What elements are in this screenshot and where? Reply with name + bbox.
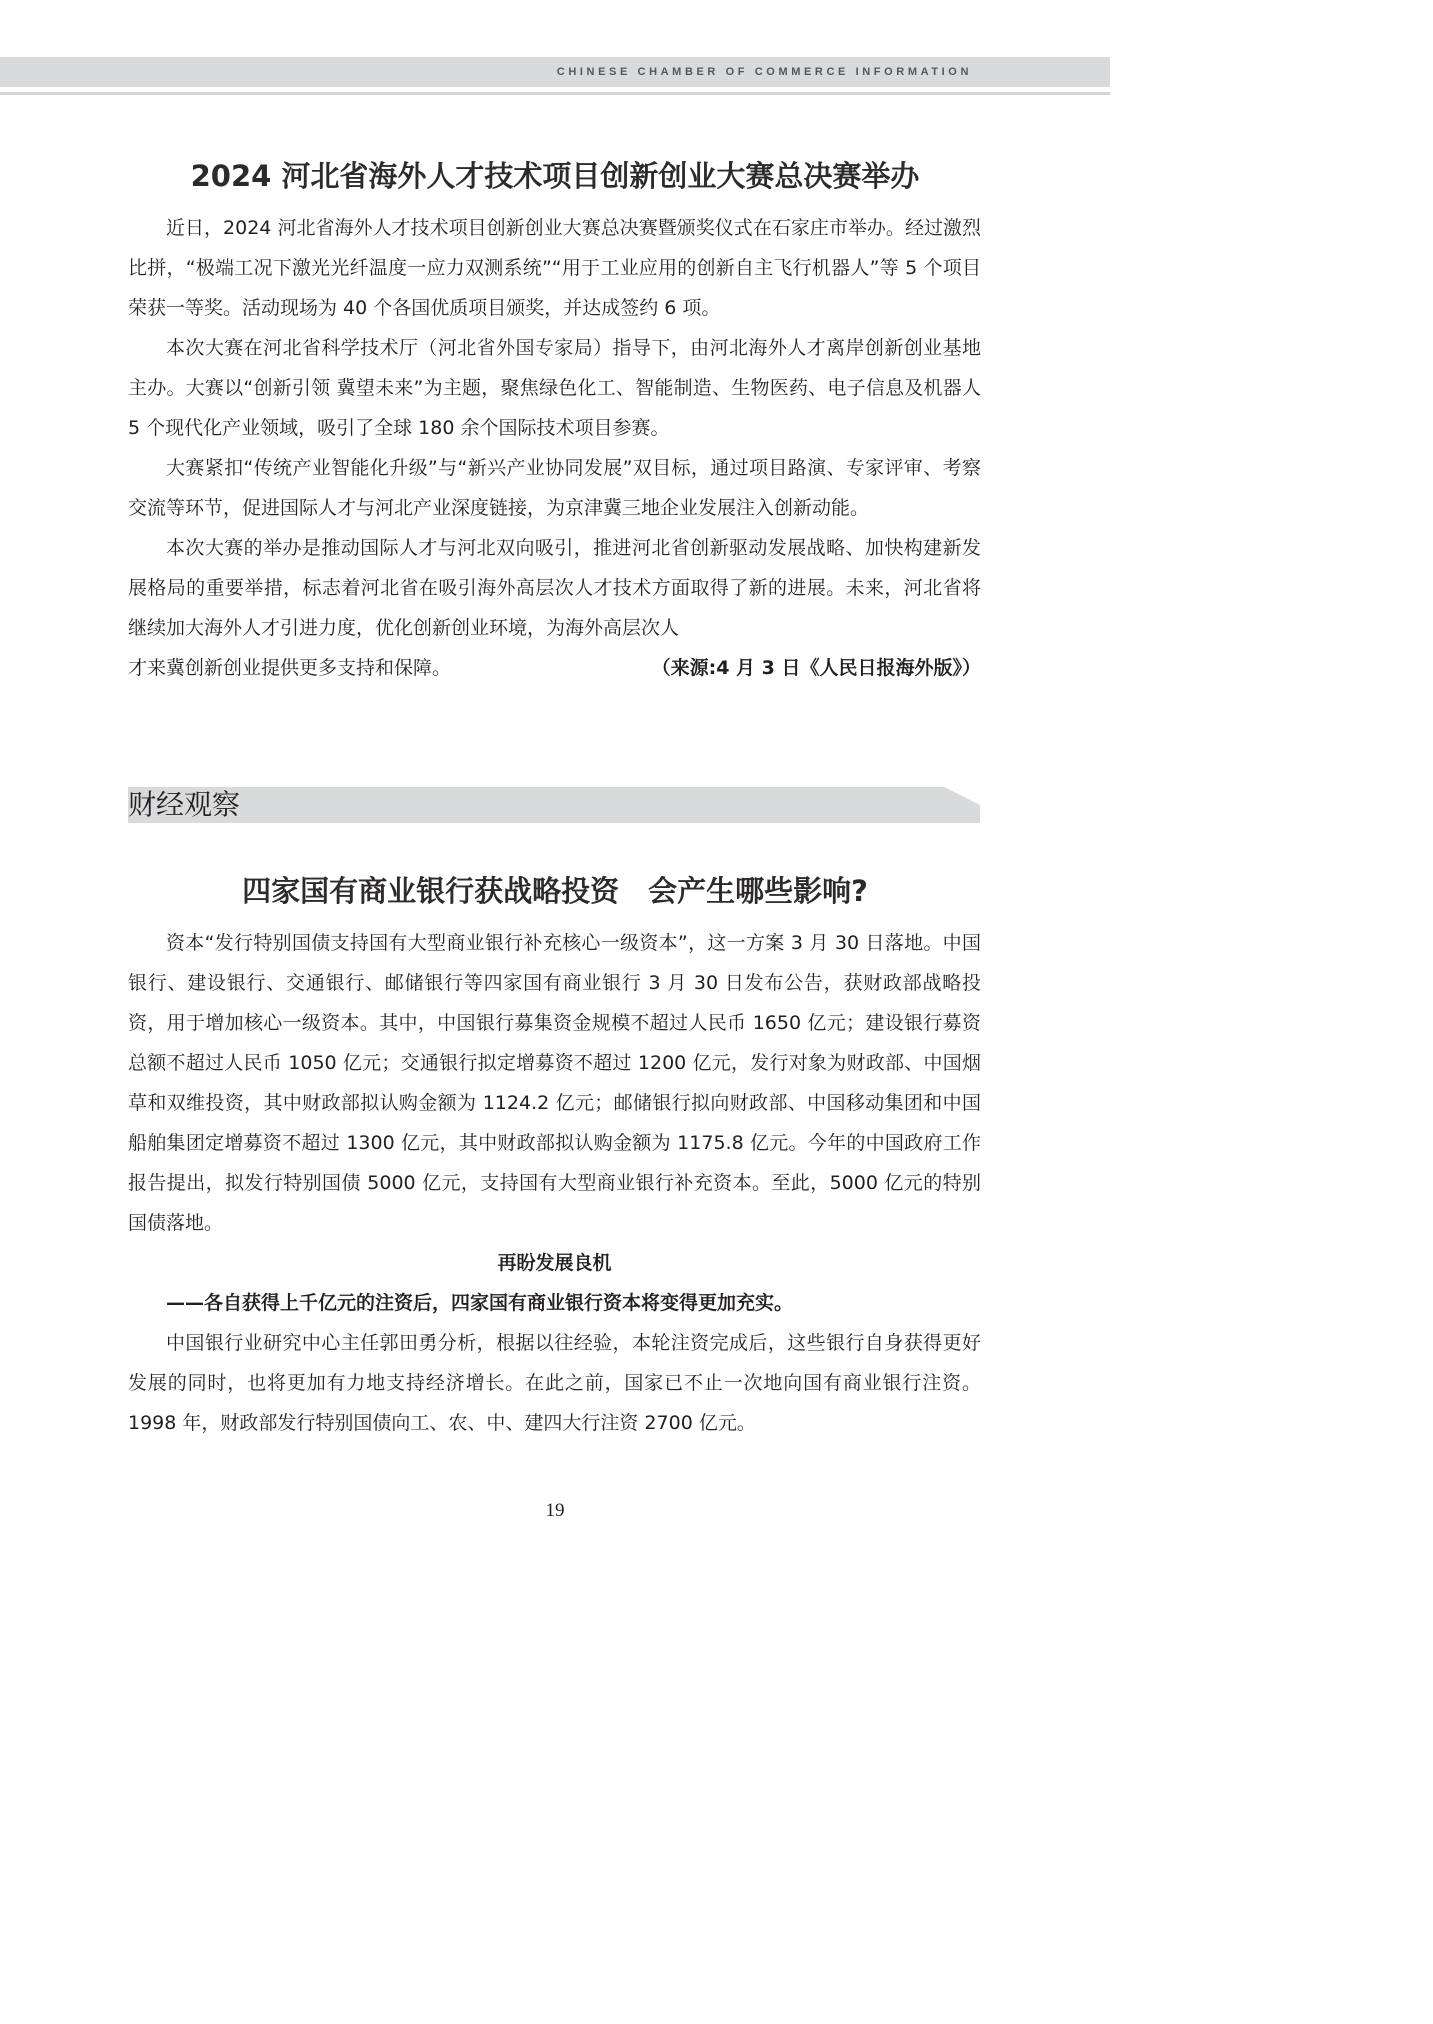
paragraph: 近日，2024 河北省海外人才技术项目创新创业大赛总决赛暨颁奖仪式在石家庄市举办。经过激烈比拼，“极端工况下激光光纤温度一应力双测系统”“用于工业应用的创新自主飞行机器人”等 5 个项目荣获一等奖。活动现场为 40 个各国优质项目颁奖，并达成签约 6 项。 [128, 217, 981, 319]
paragraph: 大赛紧扣“传统产业智能化升级”与“新兴产业协同发展”双目标，通过项目路演、专家评审、考察交流等环节，促进国际人才与河北产业深度链接，为京津冀三地企业发展注入创新动能。 [128, 457, 981, 519]
header-rule [0, 92, 1110, 95]
article-body-1 [128, 208, 981, 688]
paragraph: 中国银行业研究中心主任郭田勇分析，根据以往经验，本轮注资完成后，这些银行自身获得更好发展的同时，也将更加有力地支持经济增长。在此之前，国家已不止一次地向国有商业银行注资。1998 年，财政部发行特别国债向工、农、中、建四大行注资 2700 亿元。 [128, 1332, 981, 1434]
running-title: CHINESE CHAMBER OF COMMERCE INFORMATION [556, 66, 972, 78]
section-banner [128, 787, 980, 823]
section-label: 财经观察 [128, 788, 241, 821]
page-number: 19 [545, 1500, 565, 1521]
paragraph: 本次大赛的举办是推动国际人才与河北双向吸引，推进河北省创新驱动发展战略、加快构建新发展格局的重要举措，标志着河北省在吸引海外高层次人才技术方面取得了新的进展。未来，河北省将继续加大海外人才引进力度，优化创新创业环境，为海外高层次人 [128, 537, 981, 639]
closing-line [128, 648, 981, 688]
article-body-2 [128, 923, 981, 1443]
subheading-dash-line: ——各自获得上千亿元的注资后，四家国有商业银行资本将变得更加充实。 [166, 1292, 794, 1314]
paragraph: 本次大赛在河北省科学技术厅（河北省外国专家局）指导下，由河北海外人才离岸创新创业基地主办。大赛以“创新引领 冀望未来”为主题，聚焦绿色化工、智能制造、生物医药、电子信息及机器人 5 个现代化产业领域，吸引了全球 180 余个国际技术项目参赛。 [128, 337, 981, 439]
source-credit: （来源:4 月 3 日《人民日报海外版》） [651, 657, 981, 679]
article-title-2: 四家国有商业银行获战略投资 会产生哪些影响? [242, 874, 868, 908]
article-title-1: 2024 河北省海外人才技术项目创新创业大赛总决赛举办 [190, 159, 920, 193]
paragraph: 资本“发行特别国债支持国有大型商业银行补充核心一级资本”，这一方案 3 月 30 日落地。中国银行、建设银行、交通银行、邮储银行等四家国有商业银行 3 月 30 日发布公告，获财政部战略投资，用于增加核心一级资本。其中，中国银行募集资金规模不超过人民币 1650 亿元；建设银行募资总额不超过人民币 1050 亿元；交通银行拟定增募资不超过 1200 亿元，发行对象为财政部、中国烟草和双维投资，其中财政部拟认购金额为 1124.2 亿元；邮储银行拟向财政部、中国移动集团和中国船舶集团定增募资不超过 1300 亿元，其中财政部拟认购金额为 1175.8 亿元。今年的中国政府工作报告提出，拟发行特别国债 5000 亿元，支持国有大型商业银行补充资本。至此，5000 亿元的特别国债落地。 [128, 932, 981, 1234]
subheading: 再盼发展良机 [497, 1252, 612, 1274]
closing-text: 才来冀创新创业提供更多支持和保障。 [128, 657, 452, 679]
